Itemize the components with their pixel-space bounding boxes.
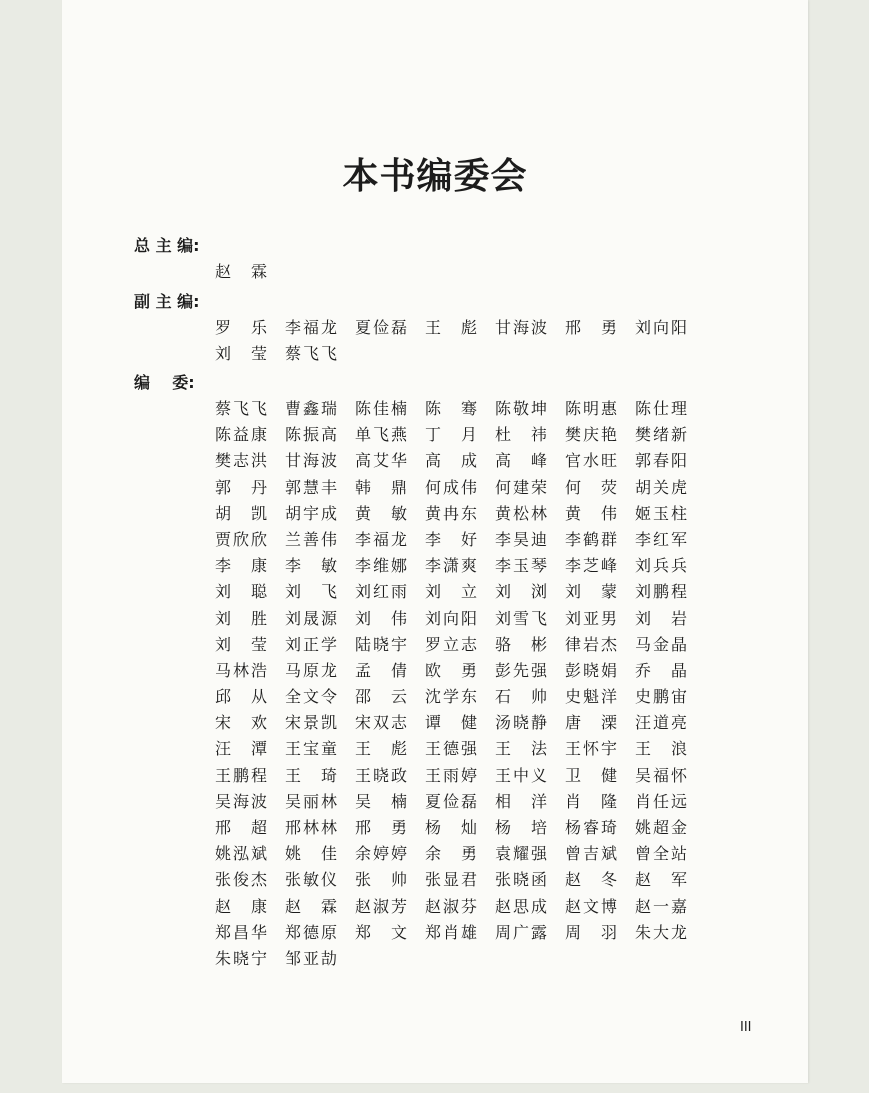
chief-editor-names (215, 259, 695, 285)
name-entry: 骆 彬 (495, 634, 547, 654)
name-entry: 刘 鹏 程 (635, 582, 687, 602)
name-entry: 刘 岩 (635, 608, 687, 628)
name-entry: 张 俊 杰 (215, 870, 267, 890)
name-entry: 陈 佳 楠 (355, 399, 407, 418)
name-entry: 李 康 (215, 556, 267, 576)
name-entry: 余 勇 (425, 844, 477, 864)
name-entry: 律 岩 杰 (565, 634, 617, 654)
name-entry: 刘 莹 (215, 634, 267, 654)
name-entry: 甘 海 波 (285, 451, 337, 471)
name-entry: 刘 飞 (285, 582, 337, 602)
deputy-editor-label: 副 主 编: (134, 292, 200, 311)
name-entry: 高 艾 华 (355, 451, 407, 471)
name-entry: 何 建 荣 (495, 477, 547, 497)
name-entry: 赵 淑 芳 (355, 896, 407, 916)
name-entry: 刘 雪 飞 (495, 608, 547, 628)
name-entry: 王 怀 宇 (565, 739, 617, 759)
name-entry: 周 广 露 (495, 922, 547, 942)
name-entry: 郑 肖 雄 (425, 922, 477, 942)
name-entry: 赵 霖 (215, 262, 267, 281)
name-entry: 汤 晓 静 (495, 713, 547, 733)
name-entry: 汪 道 亮 (635, 713, 687, 733)
name-entry: 汪 潭 (215, 739, 267, 759)
name-entry: 周 羽 (565, 922, 617, 942)
name-entry: 吴 海 波 (215, 791, 267, 811)
name-entry: 王 法 (495, 739, 547, 759)
name-entry: 宋 双 志 (355, 713, 407, 733)
page-title: 本书编委会 (342, 156, 528, 197)
name-entry: 沈 学 东 (425, 687, 477, 707)
name-entry: 郑 德 原 (285, 922, 337, 942)
name-entry: 朱 大 龙 (635, 922, 687, 942)
name-entry: 赵 一 嘉 (635, 896, 687, 916)
name-entry: 赵 康 (215, 896, 267, 916)
name-entry: 胡 关 虎 (635, 477, 687, 497)
name-entry: 王 浪 (635, 739, 687, 759)
name-entry: 肖 任 远 (635, 791, 687, 811)
name-entry: 李 玉 琴 (495, 556, 547, 576)
name-entry: 胡 宇 成 (285, 503, 337, 523)
name-entry: 陈 骞 (425, 399, 477, 418)
name-entry: 王 中 义 (495, 765, 547, 785)
name-entry: 邢 勇 (355, 818, 407, 837)
name-entry: 李 福 龙 (285, 318, 337, 337)
name-entry: 张 敏 仪 (285, 870, 337, 890)
name-entry: 赵 冬 (565, 870, 617, 890)
name-entry: 陈 振 高 (285, 425, 337, 445)
name-entry: 李 芝 峰 (565, 556, 617, 576)
name-entry: 马 林 浩 (215, 660, 267, 680)
name-entry: 蔡 飞 飞 (285, 344, 337, 364)
name-entry: 邢 勇 (565, 318, 617, 337)
name-entry: 吴 福 怀 (635, 765, 687, 785)
name-entry: 曹 鑫 瑞 (285, 399, 337, 418)
name-entry: 吴 楠 (355, 791, 407, 811)
name-entry: 刘 向 阳 (425, 608, 477, 628)
name-entry: 王 雨 婷 (425, 765, 477, 785)
name-entry: 刘 莹 (215, 344, 267, 364)
name-entry: 甘 海 波 (495, 318, 547, 337)
committee-label: 编 委: (134, 373, 195, 392)
name-entry: 邱 从 (215, 687, 267, 707)
name-entry: 陈 仕 理 (635, 399, 687, 418)
name-entry: 赵 思 成 (495, 896, 547, 916)
name-entry: 朱 晓 宁 (215, 948, 267, 968)
name-entry: 张 晓 函 (495, 870, 547, 890)
name-entry: 赵 军 (635, 870, 687, 890)
name-entry: 姚 超 金 (635, 818, 687, 837)
name-entry: 杨 睿 琦 (565, 818, 617, 837)
name-entry: 高 成 (425, 451, 477, 471)
name-entry: 刘 红 雨 (355, 582, 407, 602)
name-entry: 王 琦 (285, 765, 337, 785)
name-entry: 马 原 龙 (285, 660, 337, 680)
name-entry: 王 彪 (355, 739, 407, 759)
name-entry: 邢 超 (215, 818, 267, 837)
name-entry: 唐 溧 (565, 713, 617, 733)
name-entry: 李 红 军 (635, 529, 687, 549)
name-entry: 赵 霖 (285, 896, 337, 916)
name-entry: 李 好 (425, 529, 477, 549)
name-entry: 吴 丽 林 (285, 791, 337, 811)
name-entry: 张 帅 (355, 870, 407, 890)
name-entry: 欧 勇 (425, 660, 477, 680)
name-entry: 姚 泓 斌 (215, 844, 267, 864)
name-entry: 杨 培 (495, 818, 547, 837)
name-entry: 陈 明 惠 (565, 399, 617, 418)
name-entry: 单 飞 燕 (355, 425, 407, 445)
name-entry: 官 水 旺 (565, 451, 617, 471)
name-entry: 邢 林 林 (285, 818, 337, 837)
name-entry: 刘 聪 (215, 582, 267, 602)
name-entry: 赵 文 博 (565, 896, 617, 916)
name-entry: 刘 亚 男 (565, 608, 617, 628)
name-entry: 姬 玉 柱 (635, 503, 687, 523)
name-entry: 相 洋 (495, 791, 547, 811)
name-entry: 樊 绪 新 (635, 425, 687, 445)
name-entry: 张 显 君 (425, 870, 477, 890)
name-entry: 彭 先 强 (495, 660, 547, 680)
name-entry: 彭 晓 娟 (565, 660, 617, 680)
committee-names (215, 396, 695, 972)
name-entry: 贾 欣 欣 (215, 529, 267, 549)
name-entry: 黄 冉 东 (425, 503, 477, 523)
name-entry: 乔 晶 (635, 660, 687, 680)
name-entry: 卫 健 (565, 765, 617, 785)
name-entry: 曾 全 站 (635, 844, 687, 864)
name-entry: 孟 倩 (355, 660, 407, 680)
name-entry: 陈 益 康 (215, 425, 267, 445)
name-entry: 何 荧 (565, 477, 617, 497)
name-entry: 郭 春 阳 (635, 451, 687, 471)
name-entry: 陈 敬 坤 (495, 399, 547, 418)
name-entry: 刘 正 学 (285, 634, 337, 654)
name-entry: 杨 灿 (425, 818, 477, 837)
name-entry: 罗 立 志 (425, 634, 477, 654)
name-entry: 陆 晓 宇 (355, 634, 407, 654)
name-entry: 刘 向 阳 (635, 318, 687, 337)
name-entry: 邹 亚 劼 (285, 948, 337, 968)
name-entry: 王 宝 童 (285, 739, 337, 759)
name-entry: 宋 景 凯 (285, 713, 337, 733)
document-page (62, 0, 808, 1083)
name-entry: 宋 欢 (215, 713, 267, 733)
name-entry: 王 德 强 (425, 739, 477, 759)
name-entry: 郭 慧 丰 (285, 477, 337, 497)
name-entry: 胡 凯 (215, 503, 267, 523)
name-entry: 谭 健 (425, 713, 477, 733)
name-entry: 蔡 飞 飞 (215, 399, 267, 418)
name-entry: 余 婷 婷 (355, 844, 407, 864)
name-entry: 王 鹏 程 (215, 765, 267, 785)
name-entry: 史 鹏 宙 (635, 687, 687, 707)
name-entry: 夏 俭 磊 (425, 791, 477, 811)
name-entry: 李 敏 (285, 556, 337, 576)
name-entry: 王 彪 (425, 318, 477, 337)
name-entry: 肖 隆 (565, 791, 617, 811)
name-entry: 兰 善 伟 (285, 529, 337, 549)
name-entry: 马 金 晶 (635, 634, 687, 654)
name-entry: 李 鹤 群 (565, 529, 617, 549)
name-entry: 郑 昌 华 (215, 922, 267, 942)
name-entry: 姚 佳 (285, 844, 337, 864)
name-entry: 李 潇 爽 (425, 556, 477, 576)
name-entry: 樊 志 洪 (215, 451, 267, 471)
name-entry: 黄 松 林 (495, 503, 547, 523)
name-entry: 王 晓 政 (355, 765, 407, 785)
deputy-editor-names (215, 315, 695, 367)
name-entry: 刘 蒙 (565, 582, 617, 602)
name-entry: 罗 乐 (215, 318, 267, 337)
name-entry: 郑 文 (355, 922, 407, 942)
name-entry: 樊 庆 艳 (565, 425, 617, 445)
name-entry: 全 文 令 (285, 687, 337, 707)
name-entry: 刘 晟 源 (285, 608, 337, 628)
name-entry: 黄 伟 (565, 503, 617, 523)
name-entry: 黄 敏 (355, 503, 407, 523)
name-entry: 袁 耀 强 (495, 844, 547, 864)
name-entry: 刘 浏 (495, 582, 547, 602)
chief-editor-label: 总 主 编: (134, 236, 200, 255)
name-entry: 何 成 伟 (425, 477, 477, 497)
page-number: III (740, 1020, 752, 1035)
name-entry: 刘 立 (425, 582, 477, 602)
name-entry: 李 福 龙 (355, 529, 407, 549)
name-entry: 石 帅 (495, 687, 547, 707)
name-entry: 郭 丹 (215, 477, 267, 497)
name-entry: 丁 月 (425, 425, 477, 445)
name-entry: 李 维 娜 (355, 556, 407, 576)
name-entry: 夏 俭 磊 (355, 318, 407, 337)
name-entry: 李 昊 迪 (495, 529, 547, 549)
name-entry: 邵 云 (355, 687, 407, 707)
name-entry: 史 魁 洋 (565, 687, 617, 707)
name-entry: 刘 伟 (355, 608, 407, 628)
name-entry: 刘 兵 兵 (635, 556, 687, 576)
name-entry: 杜 祎 (495, 425, 547, 445)
name-entry: 赵 淑 芬 (425, 896, 477, 916)
name-entry: 刘 胜 (215, 608, 267, 628)
name-entry: 曾 吉 斌 (565, 844, 617, 864)
name-entry: 韩 鼎 (355, 477, 407, 497)
name-entry: 高 峰 (495, 451, 547, 471)
